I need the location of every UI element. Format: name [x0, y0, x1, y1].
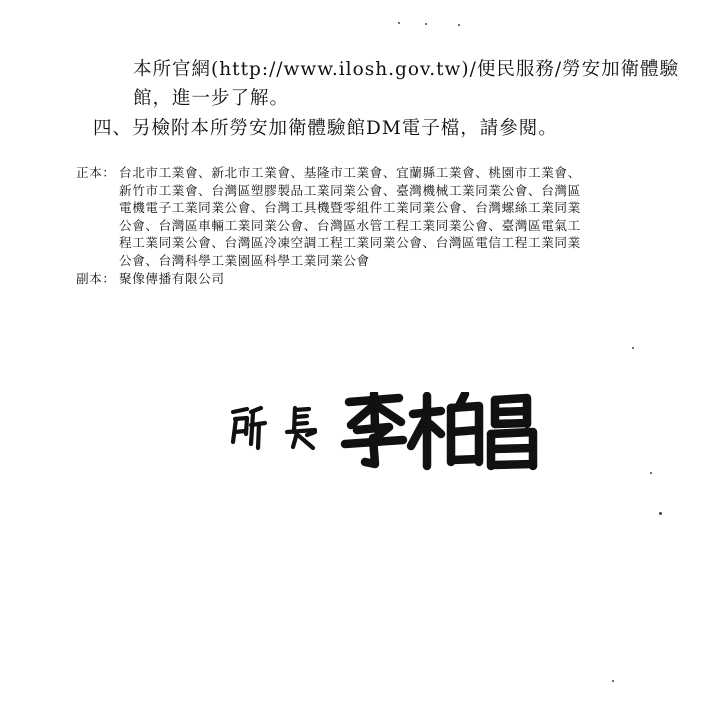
- main-recipients-line: 電機電子工業同業公會、台灣工具機暨零組件工業同業公會、台灣螺絲工業同業: [119, 200, 581, 215]
- main-recipients-label: 正本：: [76, 165, 116, 180]
- signature-char-bo: [411, 394, 479, 466]
- scan-speck: [659, 512, 662, 515]
- scan-speck: [425, 23, 427, 25]
- scan-speck: [632, 347, 634, 349]
- scan-speck: [650, 472, 652, 474]
- signature-char-suo: [233, 408, 265, 448]
- main-recipients-line: 公會、台灣區車輛工業同業公會、台灣區水管工程工業同業公會、臺灣區電氣工: [119, 217, 581, 233]
- main-recipients-line: 新竹市工業會、台灣區塑膠製品工業同業公會、臺灣機械工業同業公會、台灣區: [119, 182, 581, 198]
- main-recipients-line: 程工業同業公會、台灣區冷凍空調工程工業同業公會、台灣區電信工程工業同業: [119, 235, 581, 250]
- signature-char-chang: [491, 398, 533, 466]
- scan-speck: [398, 22, 400, 24]
- scan-speck: [612, 680, 614, 682]
- signature-char-li: [345, 394, 403, 464]
- main-recipients-line: 公會、台灣科學工業園區科學工業同業公會: [119, 252, 370, 268]
- copy-recipient: 聚像傳播有限公司: [119, 271, 225, 286]
- signature-char-zhang: [287, 408, 315, 448]
- item-four: 四、另檢附本所勞安加衛體驗館DM電子檔，請參閱。: [93, 118, 558, 139]
- main-recipients-line: 台北市工業會、新北市工業會、基隆市工業會、宜蘭縣工業會、桃園市工業會、: [119, 165, 581, 180]
- copy-recipient-label: 副本：: [76, 271, 116, 286]
- director-signature-stamp: [227, 392, 557, 472]
- body-line-2: 館，進一步了解。: [133, 88, 290, 109]
- body-line-1: 本所官網(http://www.ilosh.gov.tw)/便民服務/勞安加衛體驗: [133, 59, 680, 80]
- scan-speck: [458, 24, 460, 26]
- main-recipients-list: [119, 164, 581, 269]
